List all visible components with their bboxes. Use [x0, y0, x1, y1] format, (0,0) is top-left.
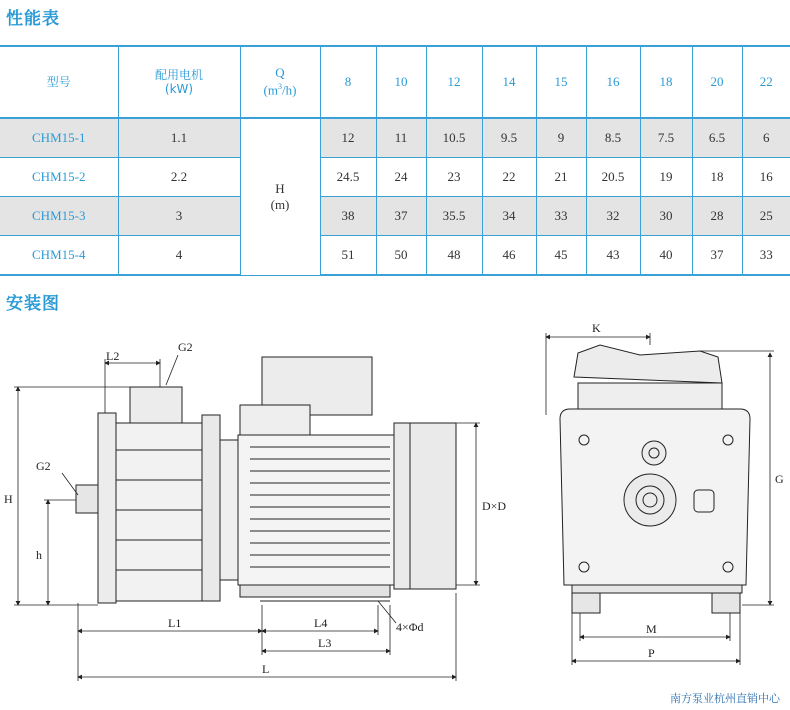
- power-cell: 2.2: [118, 158, 240, 197]
- head-label-cell: [240, 118, 320, 275]
- head-cell: 34: [482, 197, 536, 236]
- pump-front-view: [560, 345, 750, 613]
- flow-value: 14: [482, 46, 536, 118]
- label-k: K: [592, 321, 601, 335]
- head-cell: 9: [536, 118, 586, 158]
- head-cell: 6: [742, 118, 790, 158]
- label-l1: L1: [168, 616, 182, 630]
- flow-value: 18: [640, 46, 692, 118]
- head-unit: (m): [270, 196, 290, 212]
- model-cell: CHM15-4: [0, 236, 118, 276]
- head-cell: 18: [692, 158, 742, 197]
- label-dxd: D×D: [482, 499, 507, 513]
- model-cell: CHM15-3: [0, 197, 118, 236]
- label-l3: L3: [318, 636, 332, 650]
- flow-unit-sup: 3: [278, 82, 282, 92]
- label-m: M: [646, 622, 657, 636]
- head-cell: 25: [742, 197, 790, 236]
- model-header: 型号: [0, 46, 118, 118]
- label-l2: L2: [106, 349, 120, 363]
- label-h-total: H: [4, 492, 13, 506]
- head-label: H: [275, 180, 285, 196]
- performance-table-title: 性能表: [6, 9, 60, 29]
- head-cell: 33: [536, 197, 586, 236]
- model-cell: CHM15-1: [0, 118, 118, 158]
- pump-side-view: [76, 357, 456, 603]
- label-holes: 4×Φd: [396, 620, 424, 634]
- label-l4: L4: [314, 616, 328, 630]
- head-cell: 46: [482, 236, 536, 276]
- head-cell: 11: [376, 118, 426, 158]
- label-g2-inlet: G2: [36, 459, 51, 473]
- head-cell: 21: [536, 158, 586, 197]
- model-cell: CHM15-2: [0, 158, 118, 197]
- head-cell: 37: [376, 197, 426, 236]
- table-row: [0, 197, 790, 236]
- performance-table: [0, 45, 790, 276]
- head-cell: 16: [742, 158, 790, 197]
- head-cell: 51: [320, 236, 376, 276]
- head-cell: 19: [640, 158, 692, 197]
- flow-header-label: Q: [275, 65, 285, 81]
- power-cell: 1.1: [118, 118, 240, 158]
- label-g2-outlet: G2: [178, 340, 193, 354]
- flow-value: 12: [426, 46, 482, 118]
- head-cell: 23: [426, 158, 482, 197]
- power-cell: 3: [118, 197, 240, 236]
- table-header-row: [0, 46, 790, 118]
- head-cell: 24: [376, 158, 426, 197]
- label-p: P: [648, 646, 655, 660]
- flow-unit-pre: (m: [263, 82, 278, 98]
- head-cell: 35.5: [426, 197, 482, 236]
- flow-value: 8: [320, 46, 376, 118]
- head-cell: 10.5: [426, 118, 482, 158]
- head-cell: 6.5: [692, 118, 742, 158]
- motor-header: [118, 46, 240, 118]
- label-h-low: h: [36, 548, 42, 562]
- label-g: G: [775, 472, 784, 486]
- table-row: [0, 158, 790, 197]
- installation-drawing-title: 安装图: [6, 294, 60, 314]
- flow-header: [240, 46, 320, 118]
- flow-value: 15: [536, 46, 586, 118]
- flow-value: 16: [586, 46, 640, 118]
- head-cell: 9.5: [482, 118, 536, 158]
- head-cell: 28: [692, 197, 742, 236]
- motor-header-label: 配用电机: [154, 68, 203, 82]
- head-cell: 43: [586, 236, 640, 276]
- label-l: L: [262, 662, 270, 676]
- head-cell: 20.5: [586, 158, 640, 197]
- flow-unit-post: /h): [282, 82, 297, 98]
- installation-drawing: [0, 305, 790, 695]
- head-cell: 7.5: [640, 118, 692, 158]
- head-cell: 8.5: [586, 118, 640, 158]
- head-cell: 40: [640, 236, 692, 276]
- head-cell: 30: [640, 197, 692, 236]
- flow-value: 10: [376, 46, 426, 118]
- head-cell: 12: [320, 118, 376, 158]
- power-cell: 4: [118, 236, 240, 276]
- head-cell: 48: [426, 236, 482, 276]
- flow-value: 22: [742, 46, 790, 118]
- head-cell: 22: [482, 158, 536, 197]
- head-cell: 24.5: [320, 158, 376, 197]
- footer-text: 南方泵业杭州直销中心: [670, 692, 780, 705]
- motor-header-unit: (kW): [164, 82, 194, 96]
- table-row: [0, 236, 790, 276]
- head-cell: 45: [536, 236, 586, 276]
- head-cell: 37: [692, 236, 742, 276]
- head-cell: 50: [376, 236, 426, 276]
- table-row: [0, 118, 790, 158]
- head-cell: 38: [320, 197, 376, 236]
- flow-value: 20: [692, 46, 742, 118]
- flow-header-unit: [241, 80, 320, 97]
- head-cell: 33: [742, 236, 790, 276]
- head-cell: 32: [586, 197, 640, 236]
